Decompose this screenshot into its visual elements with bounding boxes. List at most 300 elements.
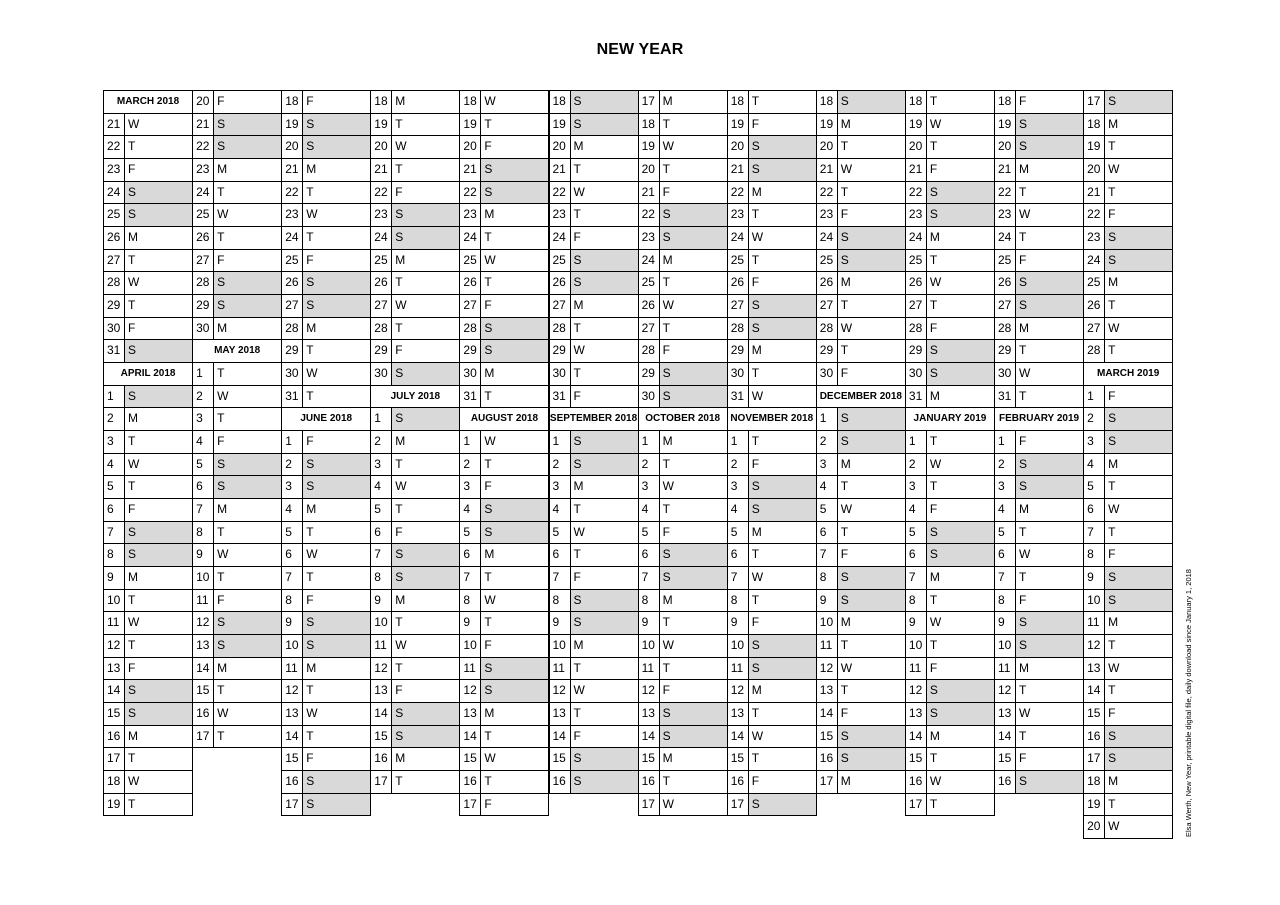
- weekday-letter: T: [128, 434, 136, 449]
- day-cell: [638, 521, 728, 545]
- weekday-letter: T: [1108, 796, 1116, 811]
- day-cell: [192, 498, 282, 522]
- weekday-letter: T: [662, 615, 670, 630]
- weekday-letter: T: [840, 139, 849, 154]
- day-number: 16: [460, 771, 481, 793]
- day-cell: [103, 339, 193, 363]
- weekday-letter: S: [840, 411, 849, 426]
- day-cell: [281, 679, 371, 703]
- weekday-letter: M: [1108, 615, 1119, 630]
- day-number: 6: [104, 499, 125, 521]
- weekday-letter: S: [395, 547, 404, 562]
- day-cell: [994, 566, 1084, 590]
- weekday-letter: T: [484, 275, 492, 290]
- weekday-letter: F: [573, 728, 581, 743]
- credit-note: Elsa Werth, New Year, printable digital file, daily download since January 1, 2018: [1184, 569, 1193, 837]
- day-number: 5: [995, 522, 1016, 544]
- day-cell: [103, 181, 193, 205]
- day-number: 3: [193, 408, 214, 430]
- weekday-letter: T: [306, 728, 314, 743]
- day-cell: [549, 135, 639, 159]
- day-number: 17: [1084, 748, 1105, 770]
- day-cell: [905, 475, 995, 499]
- weekday-letter: W: [840, 162, 853, 176]
- day-cell: [1083, 453, 1173, 477]
- day-number: 12: [460, 680, 481, 702]
- weekday-letter: F: [840, 547, 849, 562]
- day-cell: [192, 385, 282, 409]
- day-number: 23: [1084, 227, 1105, 249]
- weekday-letter: S: [306, 774, 315, 789]
- day-number: 18: [817, 91, 838, 113]
- day-cell: [994, 543, 1084, 567]
- day-number: 30: [817, 363, 838, 385]
- day-number: 11: [728, 658, 749, 680]
- day-cell: [905, 747, 995, 771]
- weekday-letter: M: [662, 592, 673, 607]
- weekday-letter: S: [662, 207, 671, 222]
- weekday-letter: F: [484, 796, 492, 811]
- weekday-letter: W: [662, 139, 674, 154]
- weekday-letter: F: [929, 502, 938, 517]
- day-number: 23: [104, 159, 125, 181]
- day-number: 2: [995, 454, 1016, 476]
- weekday-letter: M: [573, 298, 584, 313]
- weekday-letter: F: [395, 683, 403, 698]
- day-cell: [638, 566, 728, 590]
- day-number: 1: [995, 431, 1016, 453]
- day-number: 1: [104, 386, 125, 408]
- day-number: 5: [906, 522, 927, 544]
- weekday-letter: W: [395, 298, 407, 313]
- day-number: 28: [193, 272, 214, 294]
- day-cell: [994, 339, 1084, 363]
- month-header: [638, 407, 728, 431]
- day-cell: [1083, 521, 1173, 545]
- day-number: 29: [550, 340, 571, 362]
- day-number: 25: [728, 250, 749, 272]
- weekday-letter: W: [751, 570, 764, 585]
- day-cell: [281, 453, 371, 477]
- day-cell: [370, 135, 460, 159]
- day-number: 11: [193, 590, 214, 612]
- day-cell: [192, 566, 282, 590]
- day-number: 13: [282, 703, 303, 725]
- day-number: 8: [639, 590, 660, 612]
- weekday-letter: M: [128, 230, 138, 245]
- weekday-letter: W: [751, 728, 764, 743]
- weekday-letter: T: [662, 774, 670, 789]
- weekday-letter: S: [929, 706, 938, 721]
- weekday-letter: F: [217, 434, 225, 449]
- day-cell: [905, 385, 995, 409]
- weekday-letter: W: [662, 796, 674, 811]
- weekday-letter: F: [929, 162, 938, 176]
- day-number: 28: [371, 318, 392, 340]
- day-number: 16: [728, 771, 749, 793]
- day-number: 11: [104, 612, 125, 634]
- day-cell: [281, 90, 371, 114]
- day-number: 3: [639, 476, 660, 498]
- weekday-letter: T: [306, 184, 314, 199]
- month-header: [1083, 362, 1173, 386]
- weekday-letter: F: [662, 343, 670, 358]
- weekday-letter: S: [128, 184, 137, 199]
- day-number: 17: [728, 794, 749, 816]
- weekday-letter: T: [840, 638, 849, 653]
- day-number: 25: [639, 272, 660, 294]
- day-number: 15: [728, 748, 749, 770]
- day-cell: [549, 498, 639, 522]
- weekday-letter: T: [306, 524, 314, 539]
- weekday-letter: F: [573, 388, 581, 403]
- day-number: 19: [371, 114, 392, 136]
- day-number: 30: [639, 386, 660, 408]
- day-number: 18: [1084, 771, 1105, 793]
- day-cell: [816, 543, 906, 567]
- day-cell: [103, 521, 193, 545]
- weekday-letter: T: [128, 751, 136, 766]
- day-number: 21: [995, 159, 1016, 181]
- month-label: NOVEMBER 2018: [730, 413, 814, 425]
- day-cell: [281, 543, 371, 567]
- day-number: 20: [1084, 159, 1105, 181]
- day-number: 25: [1084, 272, 1105, 294]
- day-cell: [370, 181, 460, 205]
- day-cell: [994, 430, 1084, 454]
- day-number: 13: [460, 703, 481, 725]
- day-cell: [1083, 317, 1173, 341]
- day-cell: [727, 113, 817, 137]
- day-number: 12: [104, 635, 125, 657]
- day-number: 22: [1084, 204, 1105, 226]
- day-cell: [1083, 634, 1173, 658]
- day-cell: [905, 770, 995, 794]
- day-number: 2: [906, 454, 927, 476]
- day-cell: [1083, 113, 1173, 137]
- weekday-letter: S: [662, 547, 671, 562]
- weekday-letter: W: [929, 615, 942, 630]
- day-number: 8: [282, 590, 303, 612]
- day-cell: [549, 634, 639, 658]
- weekday-letter: M: [662, 751, 673, 766]
- weekday-letter: S: [751, 796, 760, 811]
- day-number: 13: [193, 635, 214, 657]
- day-cell: [370, 770, 460, 794]
- day-number: 19: [995, 114, 1016, 136]
- day-number: 17: [817, 771, 838, 793]
- day-number: 14: [639, 726, 660, 748]
- weekday-letter: W: [217, 388, 229, 403]
- weekday-letter: W: [217, 207, 229, 222]
- day-cell: [1083, 90, 1173, 114]
- day-cell: [1083, 793, 1173, 817]
- day-number: 11: [639, 658, 660, 680]
- day-number: 3: [728, 476, 749, 498]
- weekday-letter: S: [1108, 751, 1117, 766]
- day-number: 9: [995, 612, 1016, 634]
- day-cell: [638, 679, 728, 703]
- day-number: 9: [550, 612, 571, 634]
- day-cell: [370, 249, 460, 273]
- day-number: 8: [728, 590, 749, 612]
- day-number: 9: [639, 612, 660, 634]
- weekday-letter: M: [929, 388, 940, 403]
- day-number: 6: [193, 476, 214, 498]
- weekday-letter: S: [1019, 638, 1028, 653]
- day-number: 2: [728, 454, 749, 476]
- day-cell: [816, 725, 906, 749]
- day-cell: [370, 271, 460, 295]
- weekday-letter: W: [1108, 819, 1120, 834]
- weekday-letter: T: [751, 751, 760, 766]
- weekday-letter: S: [751, 298, 760, 313]
- day-number: 27: [639, 318, 660, 340]
- day-cell: [281, 475, 371, 499]
- weekday-letter: T: [751, 547, 760, 562]
- day-cell: [905, 90, 995, 114]
- day-number: 22: [371, 182, 392, 204]
- day-number: 21: [728, 159, 749, 181]
- weekday-letter: T: [751, 706, 760, 721]
- weekday-letter: S: [484, 660, 493, 675]
- month-header: [459, 407, 549, 431]
- weekday-letter: S: [662, 230, 671, 245]
- day-cell: [816, 453, 906, 477]
- day-number: 17: [193, 726, 214, 748]
- day-number: 24: [995, 227, 1016, 249]
- weekday-letter: M: [929, 230, 940, 245]
- day-number: 10: [995, 635, 1016, 657]
- weekday-letter: T: [751, 252, 760, 267]
- day-number: 8: [906, 590, 927, 612]
- day-number: 16: [639, 771, 660, 793]
- weekday-letter: S: [128, 683, 137, 698]
- day-cell: [905, 702, 995, 726]
- day-cell: [370, 294, 460, 318]
- day-number: 22: [104, 136, 125, 158]
- weekday-letter: T: [1108, 139, 1116, 154]
- day-number: 30: [906, 363, 927, 385]
- day-number: 9: [906, 612, 927, 634]
- day-cell: [816, 657, 906, 681]
- day-cell: [816, 317, 906, 341]
- day-cell: [1083, 407, 1173, 431]
- day-cell: [638, 362, 728, 386]
- day-cell: [727, 702, 817, 726]
- day-cell: [816, 634, 906, 658]
- weekday-letter: T: [1108, 524, 1116, 539]
- day-number: 17: [371, 771, 392, 793]
- weekday-letter: S: [840, 434, 849, 449]
- day-cell: [370, 589, 460, 613]
- day-cell: [459, 498, 549, 522]
- day-number: 26: [906, 272, 927, 294]
- weekday-letter: W: [306, 706, 318, 721]
- day-number: 13: [371, 680, 392, 702]
- weekday-letter: F: [662, 683, 670, 698]
- day-cell: [1083, 294, 1173, 318]
- day-cell: [905, 566, 995, 590]
- weekday-letter: S: [751, 320, 760, 335]
- day-cell: [103, 113, 193, 137]
- month-header: [994, 407, 1084, 431]
- day-cell: [727, 362, 817, 386]
- day-cell: [905, 679, 995, 703]
- weekday-letter: S: [484, 320, 493, 335]
- weekday-letter: S: [484, 184, 493, 199]
- weekday-letter: F: [306, 751, 314, 766]
- weekday-letter: M: [573, 479, 584, 494]
- weekday-letter: W: [1019, 547, 1031, 562]
- day-number: 21: [460, 159, 481, 181]
- day-number: 3: [460, 476, 481, 498]
- day-number: 12: [1084, 635, 1105, 657]
- day-cell: [459, 611, 549, 635]
- day-cell: [816, 203, 906, 227]
- day-cell: [549, 249, 639, 273]
- day-number: 12: [550, 680, 571, 702]
- weekday-letter: W: [751, 230, 764, 245]
- day-cell: [103, 475, 193, 499]
- day-number: 11: [550, 658, 571, 680]
- day-cell: [727, 317, 817, 341]
- day-number: 27: [460, 295, 481, 317]
- day-number: 11: [282, 658, 303, 680]
- day-number: 26: [282, 272, 303, 294]
- weekday-letter: W: [929, 774, 942, 789]
- day-number: 1: [728, 431, 749, 453]
- day-number: 27: [282, 295, 303, 317]
- weekday-letter: W: [662, 298, 674, 313]
- day-number: 23: [639, 227, 660, 249]
- day-cell: [994, 498, 1084, 522]
- day-number: 4: [639, 499, 660, 521]
- day-number: 23: [995, 204, 1016, 226]
- weekday-letter: F: [751, 116, 760, 131]
- day-cell: [370, 747, 460, 771]
- day-cell: [905, 634, 995, 658]
- weekday-letter: M: [128, 728, 138, 743]
- day-number: 29: [193, 295, 214, 317]
- day-cell: [905, 271, 995, 295]
- day-cell: [103, 793, 193, 817]
- day-cell: [638, 226, 728, 250]
- weekday-letter: T: [929, 434, 938, 449]
- day-cell: [370, 475, 460, 499]
- day-cell: [638, 385, 728, 409]
- weekday-letter: T: [840, 479, 849, 494]
- day-number: 22: [995, 182, 1016, 204]
- day-number: 24: [817, 227, 838, 249]
- weekday-letter: S: [751, 660, 760, 675]
- day-cell: [638, 589, 728, 613]
- day-number: 23: [371, 204, 392, 226]
- weekday-letter: F: [484, 298, 492, 313]
- day-number: 9: [728, 612, 749, 634]
- weekday-letter: T: [217, 570, 225, 585]
- weekday-letter: T: [306, 388, 314, 403]
- day-cell: [103, 249, 193, 273]
- weekday-letter: F: [306, 434, 314, 449]
- weekday-letter: F: [306, 94, 314, 108]
- day-cell: [727, 249, 817, 273]
- day-number: 17: [1084, 91, 1105, 113]
- day-cell: [1083, 498, 1173, 522]
- weekday-letter: S: [306, 796, 315, 811]
- day-cell: [281, 793, 371, 817]
- day-number: 29: [371, 340, 392, 362]
- weekday-letter: M: [395, 751, 406, 766]
- weekday-letter: M: [306, 320, 317, 335]
- day-number: 19: [728, 114, 749, 136]
- day-number: 10: [282, 635, 303, 657]
- weekday-letter: T: [217, 184, 225, 199]
- weekday-letter: M: [840, 275, 851, 290]
- weekday-letter: F: [217, 252, 225, 267]
- day-cell: [1083, 226, 1173, 250]
- day-cell: [638, 181, 728, 205]
- day-number: 26: [193, 227, 214, 249]
- day-number: 2: [1084, 408, 1105, 430]
- weekday-letter: M: [395, 94, 406, 108]
- weekday-letter: S: [128, 343, 137, 358]
- weekday-letter: F: [840, 207, 849, 222]
- day-cell: [459, 90, 549, 114]
- weekday-letter: W: [662, 479, 674, 494]
- day-cell: [816, 430, 906, 454]
- day-number: 27: [728, 295, 749, 317]
- day-cell: [281, 158, 371, 182]
- day-number: 22: [728, 182, 749, 204]
- month-header: [816, 385, 906, 409]
- day-cell: [281, 634, 371, 658]
- weekday-letter: S: [306, 139, 315, 154]
- day-number: 11: [995, 658, 1016, 680]
- weekday-letter: S: [573, 252, 582, 267]
- day-cell: [638, 271, 728, 295]
- day-number: 11: [906, 658, 927, 680]
- day-cell: [994, 203, 1084, 227]
- day-cell: [549, 657, 639, 681]
- day-cell: [281, 521, 371, 545]
- weekday-letter: W: [840, 660, 853, 675]
- day-number: 2: [460, 454, 481, 476]
- weekday-letter: W: [128, 275, 140, 290]
- day-cell: [459, 181, 549, 205]
- day-cell: [281, 702, 371, 726]
- day-number: 1: [550, 431, 571, 453]
- day-number: 7: [1084, 522, 1105, 544]
- day-number: 29: [460, 340, 481, 362]
- day-cell: [1083, 249, 1173, 273]
- day-cell: [459, 543, 549, 567]
- day-cell: [370, 317, 460, 341]
- day-cell: [994, 158, 1084, 182]
- weekday-letter: S: [1019, 139, 1028, 154]
- weekday-letter: S: [840, 592, 849, 607]
- day-number: 11: [817, 635, 838, 657]
- weekday-letter: T: [573, 502, 581, 517]
- day-cell: [459, 747, 549, 771]
- day-number: 30: [193, 318, 214, 340]
- day-cell: [192, 249, 282, 273]
- day-number: 26: [639, 295, 660, 317]
- weekday-letter: F: [306, 252, 314, 267]
- day-cell: [549, 271, 639, 295]
- day-cell: [281, 611, 371, 635]
- day-cell: [994, 90, 1084, 114]
